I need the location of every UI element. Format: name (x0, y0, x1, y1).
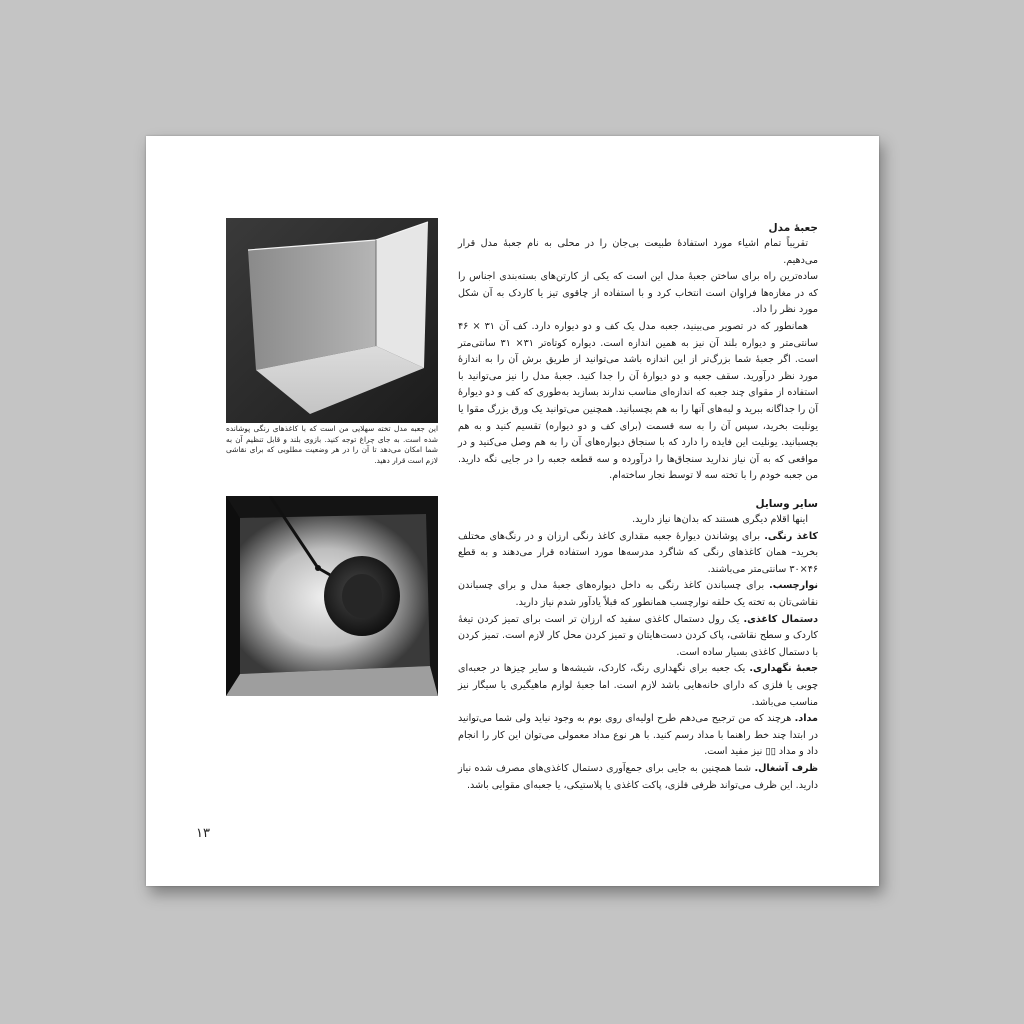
tool-text: یک جعبه برای نگهداری رنگ، کاردک، شیشه‌ها و سایر چیزها در جعبه‌ای چوبی یا فلزی که دارای خانه‌هایی باشد لازم است. اما جعبهٔ لوازم ماهیگیری یا سیگار نیز مناسب می‌باشد. (458, 663, 818, 708)
section-heading: سایر وسایل (755, 498, 818, 510)
tool-item (458, 711, 818, 761)
tool-text: هرچند که من ترجیح می‌دهم طرح اولیه‌ای روی بوم به وجود نیاید ولی شما می‌توانید در ابتدا چند خط راهنما با مداد رسم کنید. با هر نوع مداد معمولی می‌توان این کار را انجام داد و مداد ▯▯ نیز مفید است. (458, 713, 818, 758)
paragraph: ساده‌ترین راه برای ساختن جعبهٔ مدل این است که یکی از کارتن‌های بسته‌بندی اجناس را که در مغازه‌ها فراوان است انتخاب کرد و با استفاده از چاقوی تیز یا کاردک به آن شکل مورد نظر را داد. (458, 271, 818, 316)
book-page (146, 136, 879, 886)
tool-term: مداد. (794, 713, 818, 725)
model-box-image (226, 218, 438, 423)
paragraph: همانطور که در تصویر می‌بینید، جعبه مدل یک کف و دو دیواره دارد. کف آن ۳۱ × ۴۶ سانتی‌متر و دیواره بلند آن نیز به همین اندازه است. دیواره کوتاه‌تر ۳۱× ۳۱ سانتی‌متر است. اگر جعبهٔ شما بزرگ‌تر از این اندازه باشد می‌توانید از طریق برش آن را به اندازهٔ مورد نظر درآورید. سقف جعبه و دو دیوارهٔ آن را جدا کنید. جعبهٔ مدل را نیز می‌توانید با استفاده از مقوای چند جعبه که اندازه‌ای مناسب ندارند بسازید به‌طوری که کف و دو دیوارهٔ آن را جداگانه ببرید و لبه‌های آنها را به هم بچسبانید. همچنین می‌توانید یک ورق بزرگ مقوا یا یونلیت بخرید، سپس آن را به سه قسمت (برای کف و دو دیواره) تقسیم کنید و به هم بچسبانید. یونلیت این فایده را دارد که با سنجاق دیواره‌های آن را به هم وصل می‌کنید و در مواقعی که به آن نیاز ندارید سنجاق‌ها را درآورده و سه قطعه جعبه را در جایی نگه دارید. من جعبه خودم را با تخته سه لا توسط نجار ساخته‌ام. (458, 320, 819, 482)
tool-item (458, 761, 818, 794)
model-box-photo (226, 218, 438, 423)
page-number: ۱۳ (196, 826, 210, 841)
photo-caption: این جعبه مدل تخته سهلایی من است که با کاغذهای رنگی پوشانده شده است. به جای چراغ توجه کنید. بازوی بلند و قابل تنظیم آن به شما امکان می‌دهد تا آن را در هر وضعیت مطلوبی که برای نقاشی لازم است قرار دهید. (226, 424, 438, 465)
tool-text: برای پوشاندن دیوارهٔ جعبه مقداری کاغذ رنگی ارزان و در رنگ‌های مختلف بخرید– همان کاغذهای رنگی که شاگرد مدرسه‌ها مورد استفاده قرار می‌دهند و به قطع ۴۶×۳۰ سانتی‌متر می‌باشند. (458, 530, 818, 575)
lamp-box-photo (226, 496, 438, 696)
section-other-tools (458, 496, 818, 794)
tool-term: نوارچسب. (769, 580, 818, 592)
tool-term: ظرف آشغال. (754, 762, 818, 774)
section-model-box (458, 220, 818, 485)
tool-text: برای چسباندن کاغذ رنگی به داخل دیواره‌های جعبهٔ مدل و برای چسباندن نقاشی‌تان به تخته یک حلقه نوارچسب همانطور که قبلاً یادآور شدم نیاز دارید. (458, 580, 818, 608)
tool-item (458, 529, 818, 579)
section-heading: جعبهٔ مدل (768, 222, 818, 234)
paragraph: اینها اقلام دیگری هستند که بدان‌ها نیاز دارید. (632, 514, 808, 525)
tool-item (458, 612, 818, 662)
tool-term: دستمال کاغذی. (743, 613, 818, 625)
tool-text: شما همچنین به جایی برای جمع‌آوری دستمال کاغذی‌های مصرف شده نیاز دارید. این ظرف می‌تواند ظرفی فلزی، پاکت کاغذی یا پلاستیکی، یا جعبه‌ای مقوایی باشد. (458, 762, 818, 791)
tool-term: جعبهٔ نگهداری. (749, 663, 818, 675)
tool-text: یک رول دستمال کاغذی سفید که ارزان تر است برای تمیز کردن تیغهٔ کاردک و سطح نقاشی، پاک کردن دست‌هایتان و تمیز کردن محل کار لازم است. تمیز کردن با دستمال کاغذی بسیار ساده است. (458, 613, 818, 658)
tool-item (458, 578, 818, 611)
lamp-box-image (226, 496, 438, 696)
paragraph: تقریباً تمام اشیاء مورد استفادهٔ طبیعت بی‌جان را در محلی به نام جعبهٔ مدل قرار می‌دهیم. (458, 238, 818, 266)
tool-term: کاغذ رنگی. (764, 530, 818, 542)
tool-item (458, 661, 818, 711)
